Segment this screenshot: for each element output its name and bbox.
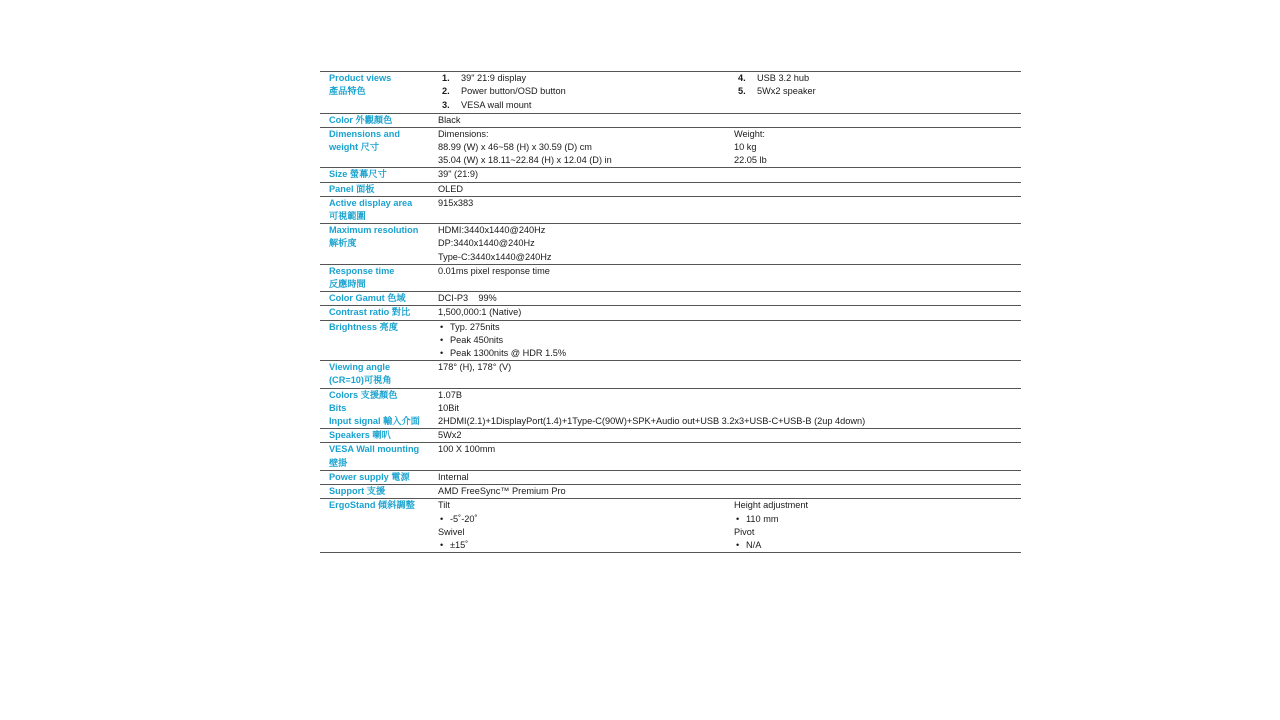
value-support: AMD FreeSync™ Premium Pro bbox=[438, 486, 566, 497]
row-speakers bbox=[320, 429, 1021, 443]
row-colors bbox=[320, 388, 1021, 402]
label-zh: 反應時間 bbox=[329, 279, 366, 290]
label-en: VESA Wall mounting bbox=[329, 444, 420, 455]
list-item: • Typ. 275nits bbox=[438, 321, 1021, 334]
resolution-dp: DP:3440x1440@240Hz bbox=[438, 238, 535, 249]
item-number: 1. bbox=[442, 73, 450, 83]
row-product-views bbox=[320, 72, 1021, 114]
swivel-title: Swivel bbox=[438, 526, 465, 537]
row-response-time bbox=[320, 264, 1021, 291]
row-brightness bbox=[320, 320, 1021, 361]
value-color-gamut: DCI-P3 99% bbox=[438, 293, 497, 304]
value-ergostand-right bbox=[734, 499, 1021, 553]
value-response-time: 0.01ms pixel response time bbox=[438, 265, 550, 276]
item-number: 5. bbox=[738, 86, 746, 97]
label-colors: Colors 支援顏色 bbox=[329, 389, 398, 400]
item-text: 5Wx2 speaker bbox=[757, 86, 816, 97]
list-item: • Peak 1300nits @ HDR 1.5% bbox=[438, 347, 1021, 360]
label-product-views bbox=[320, 72, 438, 114]
label-input-signal: Input signal 輸入介面 bbox=[329, 416, 420, 427]
label-color-gamut: Color Gamut 色域 bbox=[329, 293, 406, 304]
list-item bbox=[438, 99, 734, 112]
row-active-area bbox=[320, 196, 1021, 223]
label-active-area bbox=[320, 196, 438, 223]
item-number: 3. bbox=[442, 100, 450, 111]
item-text: 39" 21:9 display bbox=[461, 73, 527, 83]
weight-lb: 22.05 lb bbox=[734, 155, 767, 166]
value-panel: OLED bbox=[438, 183, 464, 194]
row-ergostand bbox=[320, 499, 1021, 553]
weight-kg: 10 kg bbox=[734, 142, 757, 153]
label-zh: 產品特色 bbox=[329, 86, 366, 97]
label-viewing-angle bbox=[320, 361, 438, 388]
spec-table bbox=[320, 71, 1021, 553]
tilt-value: • -5˚-20˚ bbox=[438, 513, 734, 526]
row-power-supply bbox=[320, 470, 1021, 484]
item-text: USB 3.2 hub bbox=[757, 73, 810, 83]
row-color-gamut bbox=[320, 292, 1021, 306]
height-value: • 110 mm bbox=[734, 513, 1021, 526]
value-power-supply: Internal bbox=[438, 471, 469, 482]
pivot-title: Pivot bbox=[734, 526, 755, 537]
row-input-signal bbox=[320, 415, 1021, 429]
value-brightness bbox=[438, 320, 1021, 361]
row-vesa bbox=[320, 443, 1021, 470]
label-zh: 解析度 bbox=[329, 238, 357, 249]
item-text: VESA wall mount bbox=[461, 100, 532, 111]
value-input-signal: 2HDMI(2.1)+1DisplayPort(1.4)+1Type-C(90W)+SPK+Audio out+USB 3.2x3+USB-C+USB-B (2up 4down) bbox=[438, 416, 866, 427]
label-bits: Bits bbox=[329, 402, 347, 413]
label-power-supply: Power supply 電源 bbox=[329, 471, 410, 482]
value-speakers: 5Wx2 bbox=[438, 430, 462, 441]
dimensions-title: Dimensions: bbox=[438, 128, 489, 139]
value-contrast: 1,500,000:1 (Native) bbox=[438, 307, 522, 318]
value-max-resolution bbox=[438, 224, 1021, 265]
value-color: Black bbox=[438, 114, 461, 125]
row-dimensions bbox=[320, 127, 1021, 168]
label-panel: Panel 面板 bbox=[329, 183, 375, 194]
row-contrast bbox=[320, 306, 1021, 320]
weight-title: Weight: bbox=[734, 128, 765, 139]
label-en: Product views bbox=[329, 73, 392, 83]
label-color: Color 外觀顏色 bbox=[329, 114, 393, 125]
label-ergostand: ErgoStand 傾斜調整 bbox=[329, 500, 415, 511]
item-number: 4. bbox=[738, 73, 746, 83]
product-views-right bbox=[734, 72, 1021, 114]
product-views-left bbox=[438, 72, 734, 114]
label-en: Viewing angle bbox=[329, 362, 391, 373]
label-zh: weight 尺寸 bbox=[329, 142, 380, 153]
list-item: • Peak 450nits bbox=[438, 334, 1021, 347]
label-speakers: Speakers 喇叭 bbox=[329, 430, 391, 441]
value-weight bbox=[734, 127, 1021, 168]
list-item bbox=[438, 85, 734, 98]
value-bits: 10Bit bbox=[438, 402, 459, 413]
tilt-title: Tilt bbox=[438, 500, 450, 511]
label-zh: 壁掛 bbox=[329, 457, 348, 468]
height-title: Height adjustment bbox=[734, 500, 809, 511]
row-color bbox=[320, 113, 1021, 127]
dimensions-in: 35.04 (W) x 18.11~22.84 (H) x 12.04 (D) in bbox=[438, 155, 612, 166]
label-dimensions bbox=[320, 127, 438, 168]
value-dimensions bbox=[438, 127, 734, 168]
row-panel bbox=[320, 182, 1021, 196]
label-en: Response time bbox=[329, 265, 395, 276]
row-max-resolution bbox=[320, 224, 1021, 265]
list-item bbox=[734, 72, 1021, 85]
row-viewing-angle bbox=[320, 361, 1021, 388]
row-bits bbox=[320, 402, 1021, 415]
label-response-time bbox=[320, 264, 438, 291]
value-size: 39" (21:9) bbox=[438, 169, 479, 180]
label-max-resolution bbox=[320, 224, 438, 265]
pivot-value: • N/A bbox=[734, 539, 1021, 552]
item-text: Power button/OSD button bbox=[461, 86, 566, 97]
label-zh: 可視範圍 bbox=[329, 211, 366, 222]
resolution-hdmi: HDMI:3440x1440@240Hz bbox=[438, 225, 546, 236]
label-zh: (CR=10)可視角 bbox=[329, 375, 392, 386]
label-support: Support 支援 bbox=[329, 486, 386, 497]
row-size bbox=[320, 168, 1021, 182]
label-en: Maximum resolution bbox=[329, 225, 419, 236]
label-en: Active display area bbox=[329, 197, 413, 208]
list-item bbox=[438, 72, 734, 85]
resolution-typec: Type-C:3440x1440@240Hz bbox=[438, 251, 552, 262]
label-contrast: Contrast ratio 對比 bbox=[329, 307, 411, 318]
value-viewing-angle: 178° (H), 178° (V) bbox=[438, 362, 512, 373]
list-item bbox=[734, 85, 1021, 98]
item-number: 2. bbox=[442, 86, 450, 97]
row-support bbox=[320, 485, 1021, 499]
value-vesa: 100 X 100mm bbox=[438, 444, 496, 455]
value-active-area: 915x383 bbox=[438, 197, 474, 208]
value-ergostand-left bbox=[438, 499, 734, 553]
label-brightness: Brightness 亮度 bbox=[329, 321, 398, 332]
swivel-value: • ±15˚ bbox=[438, 539, 734, 552]
dimensions-cm: 88.99 (W) x 46~58 (H) x 30.59 (D) cm bbox=[438, 142, 592, 153]
label-size: Size 螢幕尺寸 bbox=[329, 169, 387, 180]
value-colors: 1.07B bbox=[438, 389, 463, 400]
label-en: Dimensions and bbox=[329, 128, 400, 139]
label-vesa bbox=[320, 443, 438, 470]
